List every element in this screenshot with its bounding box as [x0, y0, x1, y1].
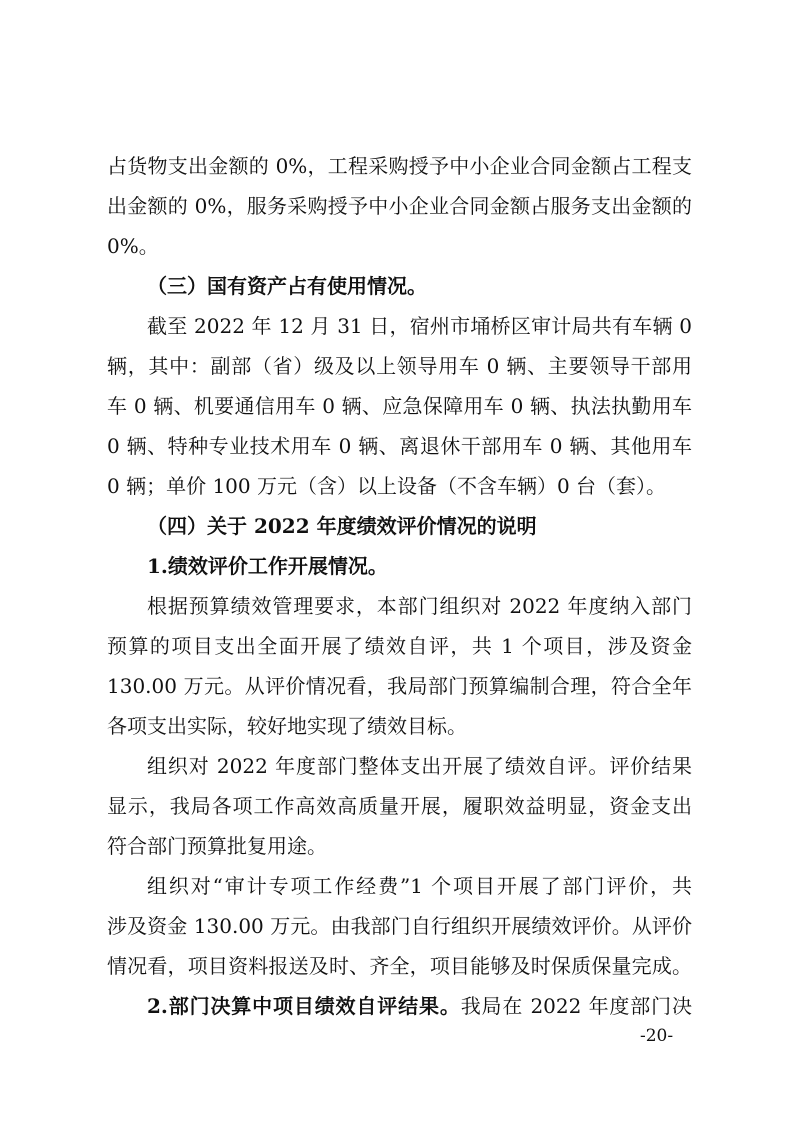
paragraph-line: 预算的项目支出全面开展了绩效自评，共 1 个项目，涉及资金 [107, 634, 692, 658]
paragraph-line: 辆，其中：副部（省）级及以上领导用车 0 辆、主要领导干部用 [107, 354, 692, 378]
paragraph-line: 各项支出实际，较好地实现了绩效目标。 [107, 714, 467, 738]
paragraph-line: 符合部门预算批复用途。 [107, 834, 327, 858]
paragraph-text: 我局在 2022 年度部门决 [460, 994, 692, 1018]
paragraph-line: 0%。 [107, 234, 159, 258]
section-heading: （三）国有资产占有使用情况。 [147, 274, 427, 298]
paragraph-line: 情况看，项目资料报送及时、齐全，项目能够及时保质保量完成。 [107, 954, 692, 978]
paragraph-line [147, 986, 692, 1026]
paragraph-line: 涉及资金 130.00 万元。由我部门自行组织开展绩效评价。从评价 [107, 914, 692, 938]
paragraph-line: 根据预算绩效管理要求，本部门组织对 2022 年度纳入部门 [147, 594, 692, 618]
paragraph-line: 车 0 辆、机要通信用车 0 辆、应急保障用车 0 辆、执法执勤用车 [107, 394, 692, 418]
subsection-heading: 2.部门决算中项目绩效自评结果。 [147, 994, 461, 1018]
paragraph-line: 0 辆、特种专业技术用车 0 辆、离退休干部用车 0 辆、其他用车 [107, 434, 692, 458]
paragraph-line: 显示，我局各项工作高效高质量开展，履职效益明显，资金支出 [107, 794, 692, 818]
subsection-heading: 1.绩效评价工作开展情况。 [147, 554, 388, 578]
paragraph-line: 组织对“审计专项工作经费”1 个项目开展了部门评价，共 [147, 874, 692, 898]
paragraph-line: 0 辆；单价 100 万元（含）以上设备（不含车辆）0 台（套）。 [107, 474, 667, 498]
page-number: -20- [640, 1026, 674, 1046]
paragraph-line: 占货物支出金额的 0%，工程采购授予中小企业合同金额占工程支 [107, 154, 692, 178]
paragraph-line: 130.00 万元。从评价情况看，我局部门预算编制合理，符合全年 [107, 674, 692, 698]
paragraph-line: 组织对 2022 年度部门整体支出开展了绩效自评。评价结果 [147, 754, 692, 778]
paragraph-line: 出金额的 0%，服务采购授予中小企业合同金额占服务支出金额的 [107, 194, 692, 218]
paragraph-line: 截至 2022 年 12 月 31 日，宿州市埇桥区审计局共有车辆 0 [147, 314, 692, 338]
section-heading: （四）关于 2022 年度绩效评价情况的说明 [147, 514, 537, 538]
